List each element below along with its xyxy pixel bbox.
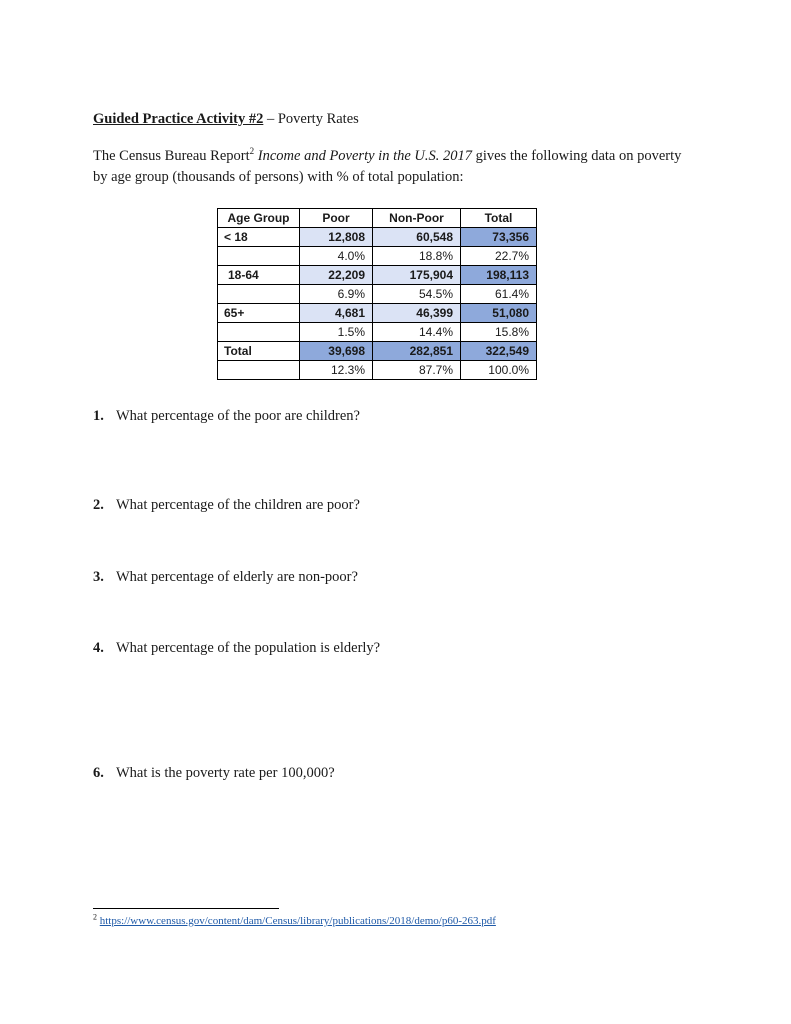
cell-age-label: Total: [218, 342, 300, 361]
cell-empty: [218, 285, 300, 304]
cell-total-pct: 100.0%: [461, 361, 537, 380]
table-row-total: [218, 342, 537, 361]
activity-title: Guided Practice Activity #2: [93, 111, 264, 127]
cell-poor-pct: 4.0%: [300, 247, 373, 266]
cell-empty: [218, 361, 300, 380]
question-text: What percentage of the poor are children?: [116, 408, 360, 424]
table-header-row: [218, 209, 537, 228]
intro-text-before: The Census Bureau Report: [93, 148, 250, 164]
table-row-18-64: [218, 266, 537, 285]
question-2: [93, 497, 360, 514]
question-number: 1.: [93, 408, 104, 424]
table-row-18-64-pct: [218, 285, 537, 304]
cell-total-pct: 61.4%: [461, 285, 537, 304]
cell-non-poor-pct: 54.5%: [373, 285, 461, 304]
cell-total: 51,080: [461, 304, 537, 323]
question-number: 2.: [93, 497, 104, 513]
cell-total: 322,549: [461, 342, 537, 361]
footnote-marker: 2: [93, 912, 97, 922]
cell-poor: 12,808: [300, 228, 373, 247]
cell-total: 73,356: [461, 228, 537, 247]
cell-age-label: 65+: [218, 304, 300, 323]
header-poor: Poor: [300, 209, 373, 228]
cell-poor-pct: 6.9%: [300, 285, 373, 304]
cell-total: 198,113: [461, 266, 537, 285]
poverty-table: [217, 208, 537, 380]
question-text: What percentage of elderly are non-poor?: [116, 569, 358, 585]
cell-non-poor: 46,399: [373, 304, 461, 323]
cell-non-poor-pct: 87.7%: [373, 361, 461, 380]
cell-poor-pct: 1.5%: [300, 323, 373, 342]
question-text: What percentage of the children are poor?: [116, 497, 360, 513]
question-text: What percentage of the population is elderly?: [116, 640, 381, 656]
question-number: 4.: [93, 640, 104, 656]
question-3: [93, 569, 358, 586]
intro-paragraph: [93, 146, 693, 188]
cell-non-poor-pct: 14.4%: [373, 323, 461, 342]
footnote-ref[interactable]: 2: [249, 146, 255, 157]
header-age-group: Age Group: [218, 209, 300, 228]
question-number: 3.: [93, 569, 104, 585]
cell-non-poor: 175,904: [373, 266, 461, 285]
question-number: 6.: [93, 765, 104, 781]
table-row-under18: [218, 228, 537, 247]
footnote: [93, 912, 496, 927]
question-text: What is the poverty rate per 100,000?: [116, 765, 335, 781]
header-non-poor: Non-Poor: [373, 209, 461, 228]
cell-poor-pct: 12.3%: [300, 361, 373, 380]
cell-empty: [218, 247, 300, 266]
question-6: [93, 765, 335, 782]
cell-non-poor: 282,851: [373, 342, 461, 361]
cell-age-label: < 18: [218, 228, 300, 247]
table-row-65plus: [218, 304, 537, 323]
intro-text-after: gives the following data on poverty by age group (thousands of persons) with % of total population:: [93, 148, 682, 185]
question-4: [93, 640, 380, 657]
activity-subtitle: Poverty Rates: [277, 111, 359, 127]
cell-poor: 4,681: [300, 304, 373, 323]
cell-empty: [218, 323, 300, 342]
cell-non-poor: 60,548: [373, 228, 461, 247]
cell-poor: 22,209: [300, 266, 373, 285]
report-title: Income and Poverty in the U.S. 2017: [257, 148, 473, 164]
cell-non-poor-pct: 18.8%: [373, 247, 461, 266]
table-row-under18-pct: [218, 247, 537, 266]
table-row-total-pct: [218, 361, 537, 380]
cell-total-pct: 15.8%: [461, 323, 537, 342]
table-row-65plus-pct: [218, 323, 537, 342]
cell-total-pct: 22.7%: [461, 247, 537, 266]
footnote-link[interactable]: https://www.census.gov/content/dam/Census/library/publications/2018/demo/p60-263.pdf: [99, 915, 496, 927]
cell-age-label: 18-64: [218, 266, 300, 285]
header-total: Total: [461, 209, 537, 228]
question-1: [93, 408, 360, 425]
activity-heading: [93, 111, 359, 128]
footnote-divider: [93, 908, 279, 909]
heading-separator: –: [263, 111, 278, 127]
cell-poor: 39,698: [300, 342, 373, 361]
